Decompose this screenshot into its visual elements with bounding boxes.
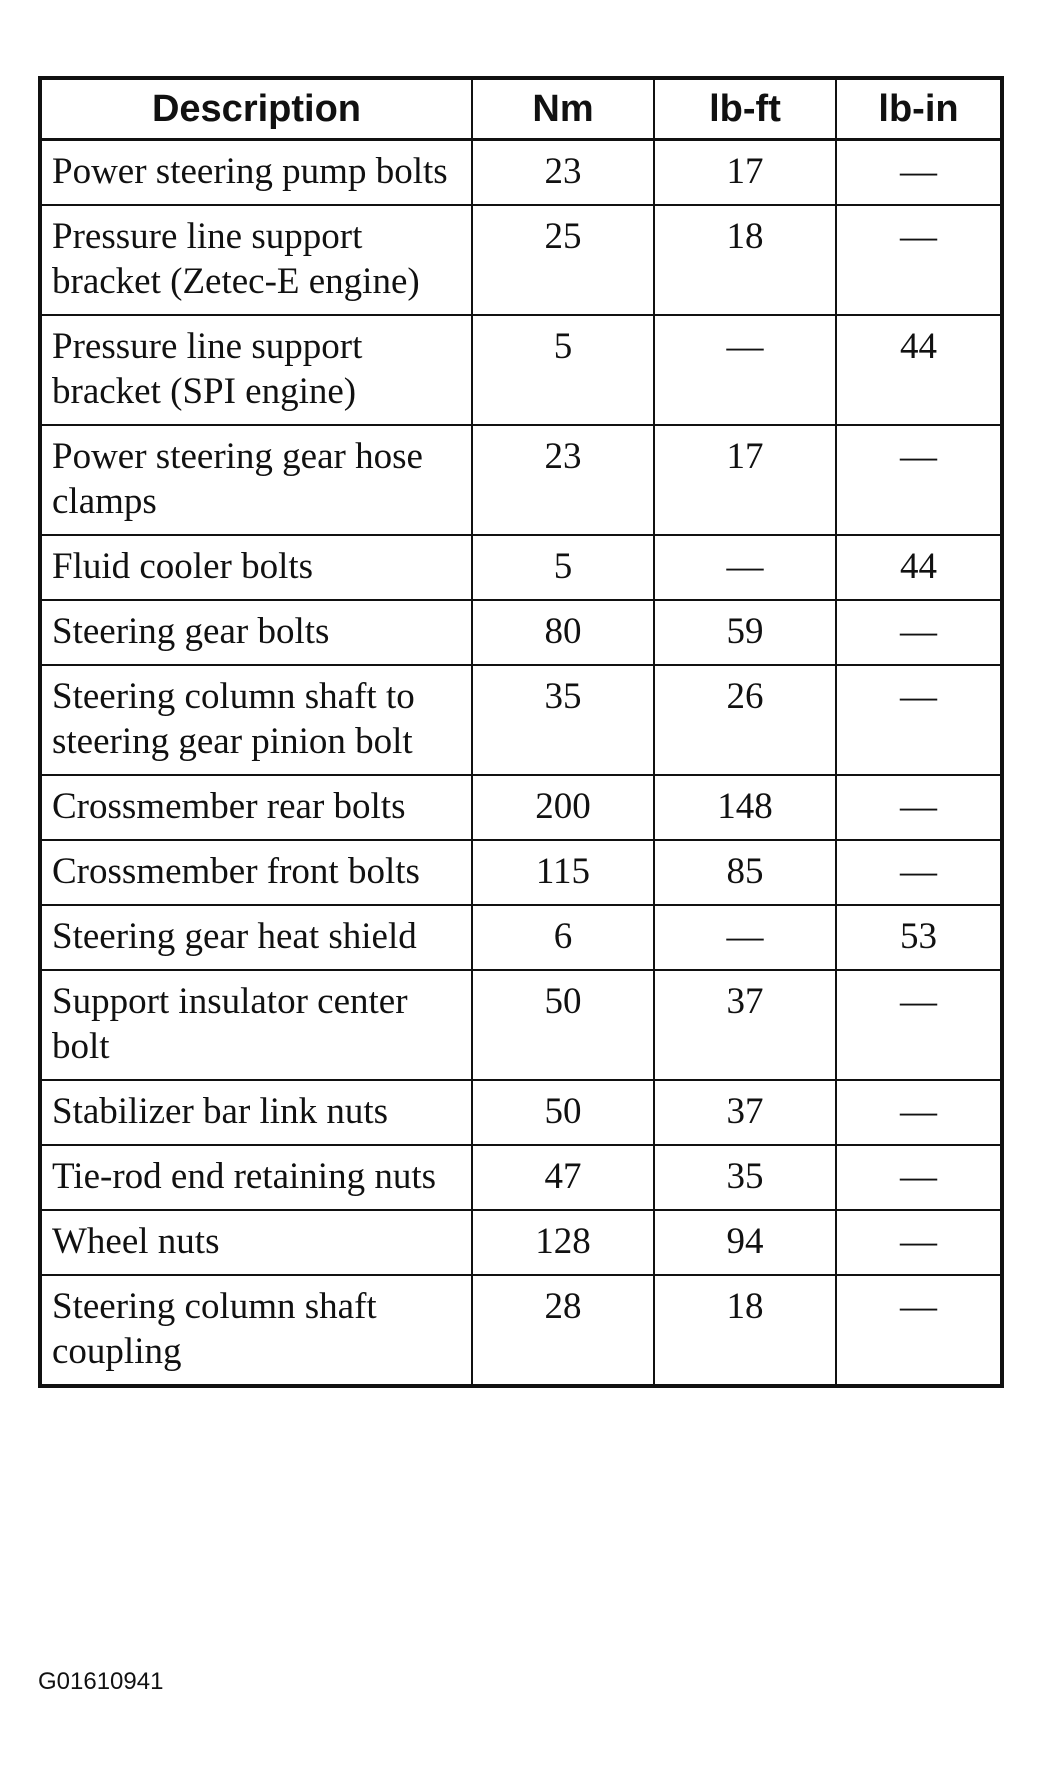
cell-description: Support insulator center bolt [40,970,472,1080]
table-row [40,1080,1002,1145]
cell-lb-ft: 85 [654,840,836,905]
cell-lb-in: — [836,140,1002,206]
cell-lb-ft: — [654,535,836,600]
header-lb-ft: lb-ft [654,78,836,140]
cell-lb-in: 53 [836,905,1002,970]
cell-description: Power steering gear hose clamps [40,425,472,535]
cell-lb-in: 44 [836,535,1002,600]
table-row [40,205,1002,315]
cell-nm: 50 [472,970,654,1080]
cell-description: Steering column shaft to steering gear pinion bolt [40,665,472,775]
cell-lb-in: — [836,840,1002,905]
cell-lb-ft: — [654,905,836,970]
cell-lb-ft: 17 [654,425,836,535]
cell-description: Wheel nuts [40,1210,472,1275]
cell-lb-ft: 35 [654,1145,836,1210]
cell-nm: 35 [472,665,654,775]
cell-nm: 115 [472,840,654,905]
table-row [40,665,1002,775]
cell-nm: 5 [472,315,654,425]
cell-nm: 28 [472,1275,654,1386]
cell-lb-in: 44 [836,315,1002,425]
cell-lb-in: — [836,1145,1002,1210]
cell-description: Fluid cooler bolts [40,535,472,600]
cell-description: Crossmember rear bolts [40,775,472,840]
cell-description: Steering gear bolts [40,600,472,665]
cell-description: Steering gear heat shield [40,905,472,970]
header-row [40,78,1002,140]
cell-nm: 6 [472,905,654,970]
cell-lb-ft: — [654,315,836,425]
cell-lb-in: — [836,1275,1002,1386]
table-row [40,535,1002,600]
table-row [40,425,1002,535]
cell-lb-in: — [836,600,1002,665]
cell-lb-ft: 148 [654,775,836,840]
cell-description: Power steering pump bolts [40,140,472,206]
cell-description: Pressure line support bracket (SPI engine) [40,315,472,425]
table-header [40,78,1002,140]
table-row [40,840,1002,905]
cell-lb-ft: 37 [654,970,836,1080]
cell-lb-ft: 26 [654,665,836,775]
table-row [40,1275,1002,1386]
cell-description: Tie-rod end retaining nuts [40,1145,472,1210]
cell-lb-ft: 17 [654,140,836,206]
cell-description: Crossmember front bolts [40,840,472,905]
cell-lb-ft: 18 [654,205,836,315]
torque-spec-table [38,76,1004,1388]
cell-nm: 200 [472,775,654,840]
cell-description: Pressure line support bracket (Zetec-E engine) [40,205,472,315]
cell-lb-ft: 37 [654,1080,836,1145]
cell-nm: 80 [472,600,654,665]
cell-nm: 23 [472,425,654,535]
cell-nm: 128 [472,1210,654,1275]
cell-nm: 47 [472,1145,654,1210]
cell-nm: 50 [472,1080,654,1145]
cell-lb-in: — [836,665,1002,775]
cell-lb-in: — [836,205,1002,315]
cell-lb-in: — [836,425,1002,535]
table-row [40,1145,1002,1210]
cell-lb-ft: 59 [654,600,836,665]
cell-lb-in: — [836,970,1002,1080]
cell-description: Steering column shaft coupling [40,1275,472,1386]
header-lb-in: lb-in [836,78,1002,140]
table-row [40,140,1002,206]
table-body [40,140,1002,1387]
table-row [40,315,1002,425]
cell-lb-in: — [836,775,1002,840]
cell-lb-ft: 94 [654,1210,836,1275]
figure-id: G01610941 [38,1668,164,1695]
cell-lb-ft: 18 [654,1275,836,1386]
header-nm: Nm [472,78,654,140]
cell-lb-in: — [836,1080,1002,1145]
table-row [40,775,1002,840]
table-row [40,600,1002,665]
header-description: Description [40,78,472,140]
cell-description: Stabilizer bar link nuts [40,1080,472,1145]
cell-nm: 23 [472,140,654,206]
table-row [40,970,1002,1080]
cell-nm: 5 [472,535,654,600]
table-row [40,1210,1002,1275]
cell-lb-in: — [836,1210,1002,1275]
table-row [40,905,1002,970]
cell-nm: 25 [472,205,654,315]
